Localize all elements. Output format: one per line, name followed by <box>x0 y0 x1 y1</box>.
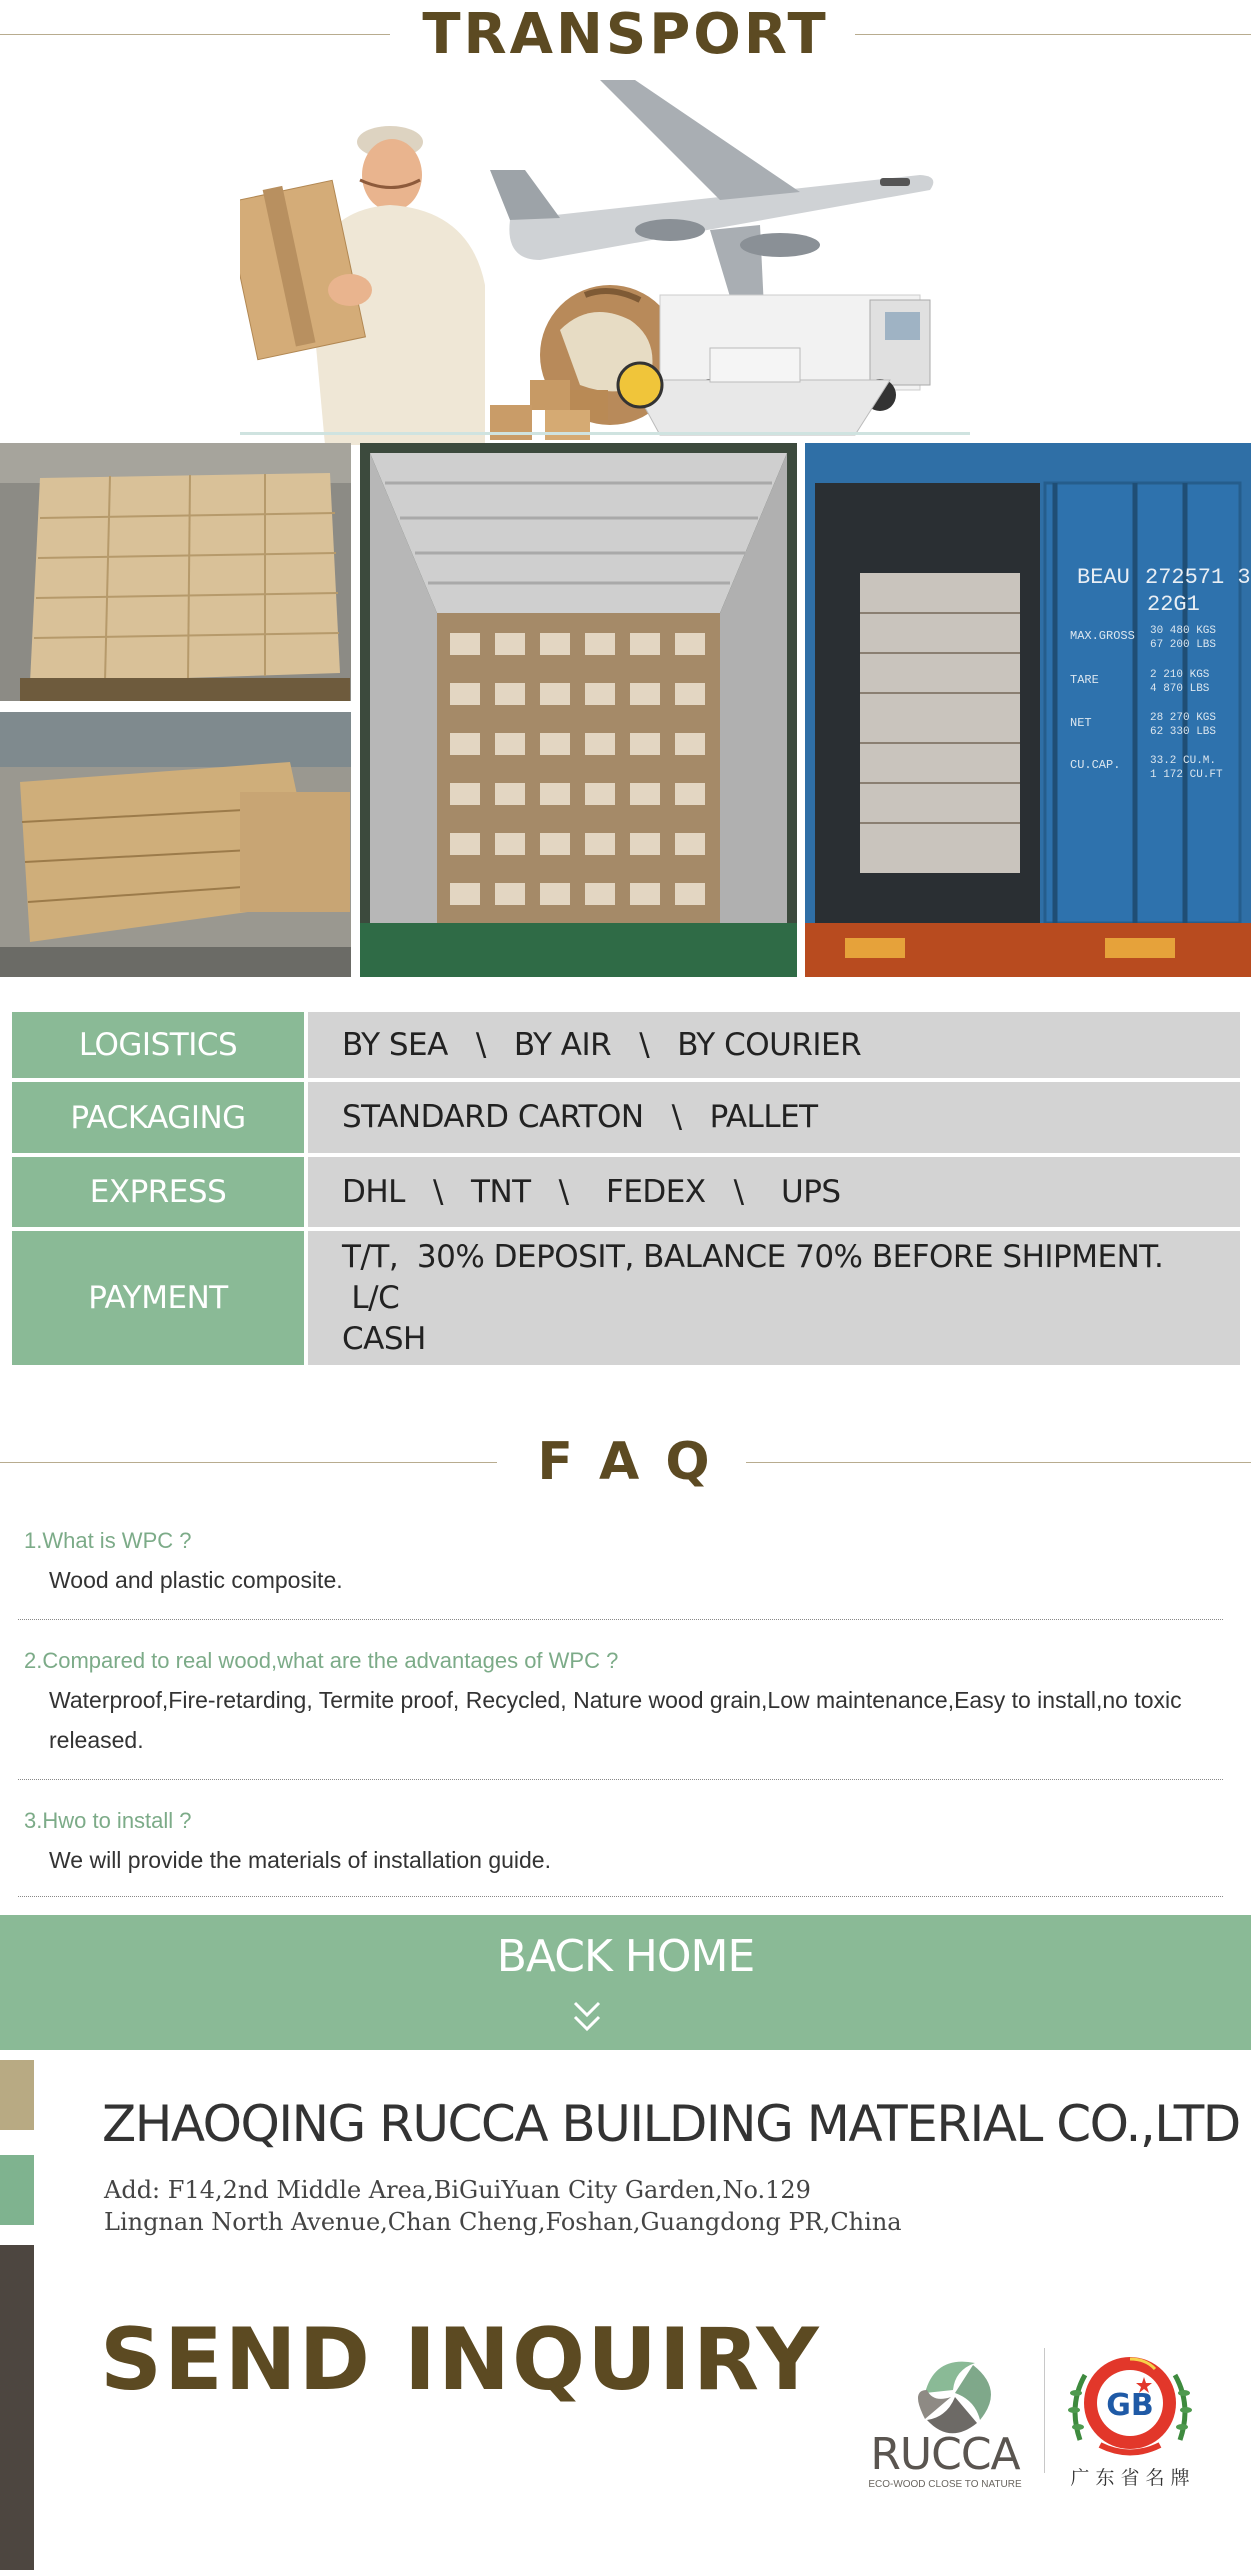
faq-answer: Waterproof,Fire-retarding, Termite proof, Recycled, Nature wood grain,Low maintenance,Easy to install,no toxic released. <box>49 1687 1182 1753</box>
double-chevron-down-icon <box>572 1999 602 2035</box>
container-spec-label: TARE <box>1070 673 1099 687</box>
guangdong-famous-brand-badge <box>1060 2345 1200 2489</box>
container-spec-value: 28 270 KGS <box>1150 712 1217 724</box>
container-spec-value: 4 870 LBS <box>1150 683 1210 695</box>
info-key: EXPRESS <box>12 1157 304 1227</box>
faq-item <box>18 1500 1223 1620</box>
transport-title: TRANSPORT <box>422 2 829 67</box>
info-value: T/T, 30% DEPOSIT, BALANCE 70% BEFORE SHIPMENT. L/C CASH <box>308 1231 1240 1365</box>
faq-answer: Wood and plastic composite. <box>49 1567 343 1593</box>
side-bar-green <box>0 2155 34 2225</box>
faq-item <box>18 1620 1223 1780</box>
faq-title: F A Q <box>537 1432 714 1492</box>
container-spec-label: MAX.GROSS <box>1070 629 1135 643</box>
side-bar-tan <box>0 2060 34 2130</box>
faq-header <box>0 1430 1251 1500</box>
stacked-pallets-image <box>0 712 351 977</box>
blue-container-image <box>805 443 1251 977</box>
back-home-button[interactable] <box>0 1915 1251 2050</box>
container-brand: BEAU <box>1077 565 1130 590</box>
faq-question: 2.Compared to real wood,what are the advantages of WPC ? <box>24 1648 619 1673</box>
info-row-packaging <box>12 1082 1240 1153</box>
container-spec-label: CU.CAP. <box>1070 758 1121 772</box>
rucca-tagline: ECO-WOOD CLOSE TO NATURE <box>868 2479 1022 2490</box>
badge-caption: 广 东 省 名 牌 <box>1070 2467 1190 2489</box>
container-spec-label: NET <box>1070 716 1092 730</box>
company-name: ZHAOQING RUCCA BUILDING MATERIAL CO.,LTD <box>102 2095 1240 2153</box>
info-row-logistics <box>12 1012 1240 1078</box>
container-interior-image <box>360 443 797 977</box>
container-spec-value: 30 480 KGS <box>1150 625 1217 637</box>
faq-question: 1.What is WPC ? <box>24 1528 192 1553</box>
send-inquiry-link[interactable]: SEND INQUIRY <box>100 2310 821 2410</box>
title-rule-right <box>746 1462 1251 1463</box>
transport-hero-illustration <box>240 80 970 445</box>
back-home-label: BACK HOME <box>496 1931 755 1982</box>
info-key: LOGISTICS <box>12 1012 304 1078</box>
info-key: PAYMENT <box>12 1231 304 1365</box>
container-type-code: 22G1 <box>1147 592 1200 617</box>
gb-seal-icon <box>1060 2345 1200 2465</box>
rucca-logo <box>855 2345 1035 2495</box>
info-key: PACKAGING <box>12 1082 304 1153</box>
info-value: DHL \ TNT \ FEDEX \ UPS <box>308 1157 1240 1227</box>
transport-collage-image <box>240 80 970 445</box>
container-spec-value: 67 200 LBS <box>1150 639 1217 651</box>
side-bar-dark <box>0 2245 34 2570</box>
title-rule-right <box>855 34 1251 35</box>
blue-container-photo <box>805 443 1251 977</box>
info-value: BY SEA \ BY AIR \ BY COURIER <box>308 1012 1240 1078</box>
faq-answer: We will provide the materials of installation guide. <box>49 1847 551 1873</box>
wrapped-pallets-image <box>0 443 351 701</box>
company-address-line1: Add: F14,2nd Middle Area,BiGuiYuan City Garden,No.129 <box>104 2176 811 2204</box>
faq-item <box>18 1780 1223 1897</box>
container-spec-value: 33.2 CU.M. <box>1150 755 1217 767</box>
warehouse-pallet-photo-2 <box>0 712 351 977</box>
faq-question: 3.Hwo to install ? <box>24 1808 192 1833</box>
container-spec-value: 2 210 KGS <box>1150 669 1210 681</box>
warehouse-pallet-photo-1 <box>0 443 351 701</box>
container-loading-photo <box>360 443 797 977</box>
container-number: 272571 3 <box>1145 565 1251 590</box>
container-spec-value: 62 330 LBS <box>1150 726 1217 738</box>
gb-letters: GB <box>1106 2388 1154 2423</box>
info-row-payment <box>12 1231 1240 1365</box>
transport-header <box>0 0 1251 70</box>
company-address-line2: Lingnan North Avenue,Chan Cheng,Foshan,Guangdong PR,China <box>104 2208 902 2236</box>
info-row-express <box>12 1157 1240 1227</box>
logo-divider <box>1044 2348 1045 2473</box>
container-spec-value: 1 172 CU.FT <box>1150 769 1223 781</box>
rucca-brand-name: RUCCA <box>870 2429 1020 2480</box>
info-value: STANDARD CARTON \ PALLET <box>308 1082 1240 1153</box>
